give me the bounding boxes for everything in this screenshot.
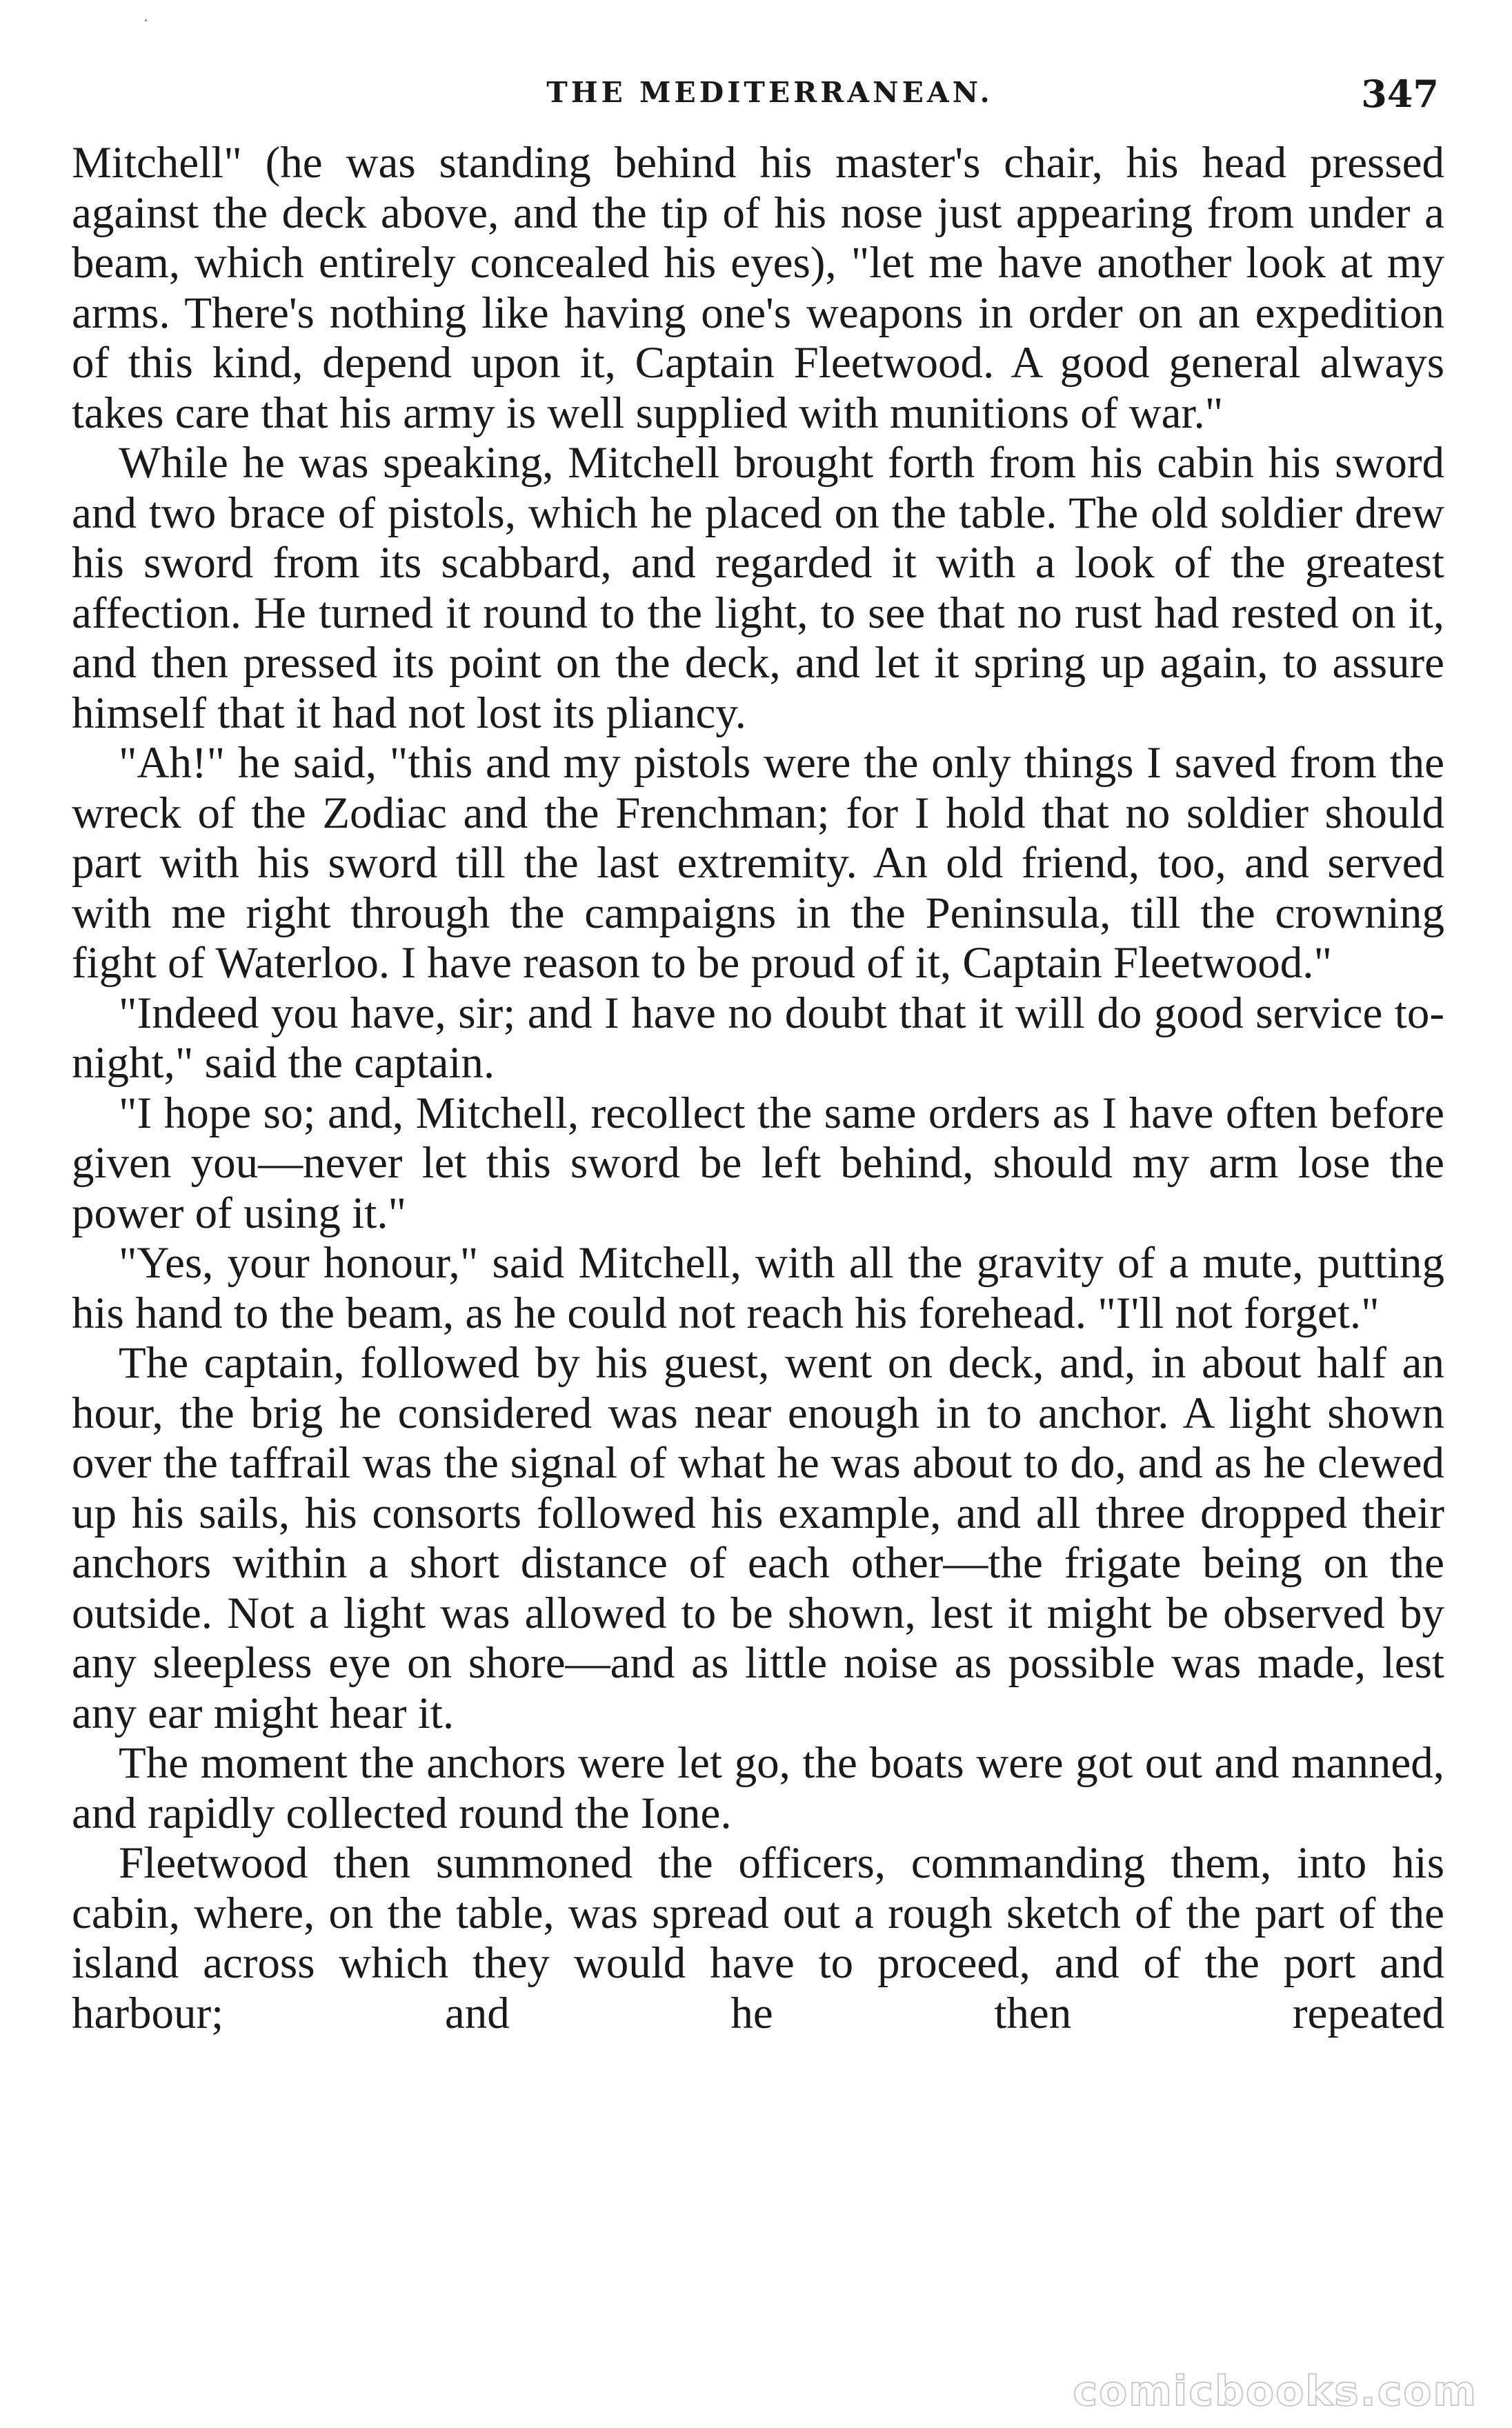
paragraph-4: "Indeed you have, sir; and I have no doubt that it will do good service to-night," said the captain. [72,988,1444,1088]
paragraph-7: The captain, followed by his guest, went on deck, and, in about half an hour, the brig he considered was near enough in to anchor. A light shown over the taffrail was the signal of what he was about to do, and as he clewed up his sails, his consorts followed his example, and all three dropped their anchors within a short distance of each other—the frigate being on the outside. Not a light was allowed to be shown, lest it might be observed by any sleepless eye on shore—and as little noise as possible was made, lest any ear might hear it. [72,1338,1444,1738]
paragraph-9: Fleetwood then summoned the officers, commanding them, into his cabin, where, on the table, was spread out a rough sketch of the part of the island across which they would have to proceed, and of the port and harbour; and he then repeated [72,1838,1444,2038]
paragraph-3: "Ah!" he said, "this and my pistols were the only things I saved from the wreck of the Zodiac and the Frenchman; for I hold that no soldier should part with his sword till the last extremity. An old friend, too, and served with me right through the campaigns in the Peninsula, till the crowning fight of Waterloo. I have reason to be proud of it, Captain Fleetwood." [72,738,1444,988]
page-header [73,72,1439,120]
paragraph-1: Mitchell" (he was standing behind his master's chair, his head pressed against the deck above, and the tip of his nose just appearing from under a beam, which entirely concealed his eyes), "let me have another look at my arms. There's nothing like having one's weapons in order on an expedition of this kind, depend upon it, Captain Fleetwood. A good general always takes care that his army is well supplied with munitions of war." [72,138,1444,438]
body-text [72,138,1444,2038]
paragraph-8: The moment the anchors were let go, the boats were got out and manned, and rapidly collected round the Ione. [72,1738,1444,1838]
running-title: THE MEDITERRANEAN. [546,76,993,109]
watermark: comicbooks.com [1073,2367,1478,2416]
paragraph-5: "I hope so; and, Mitchell, recollect the same orders as I have often before given you—never let this sword be left behind, should my arm lose the power of using it." [72,1088,1444,1238]
paragraph-6: "Yes, your honour," said Mitchell, with all the gravity of a mute, putting his hand to the beam, as he could not reach his forehead. "I'll not forget." [72,1238,1444,1338]
page-number: 347 [1361,72,1439,116]
scan-mark [145,19,147,21]
paragraph-2: While he was speaking, Mitchell brought forth from his cabin his sword and two brace of pistols, which he placed on the table. The old soldier drew his sword from its scabbard, and regarded it with a look of the greatest affection. He turned it round to the light, to see that no rust had rested on it, and then pressed its point on the deck, and let it spring up again, to assure himself that it had not lost its pliancy. [72,438,1444,738]
